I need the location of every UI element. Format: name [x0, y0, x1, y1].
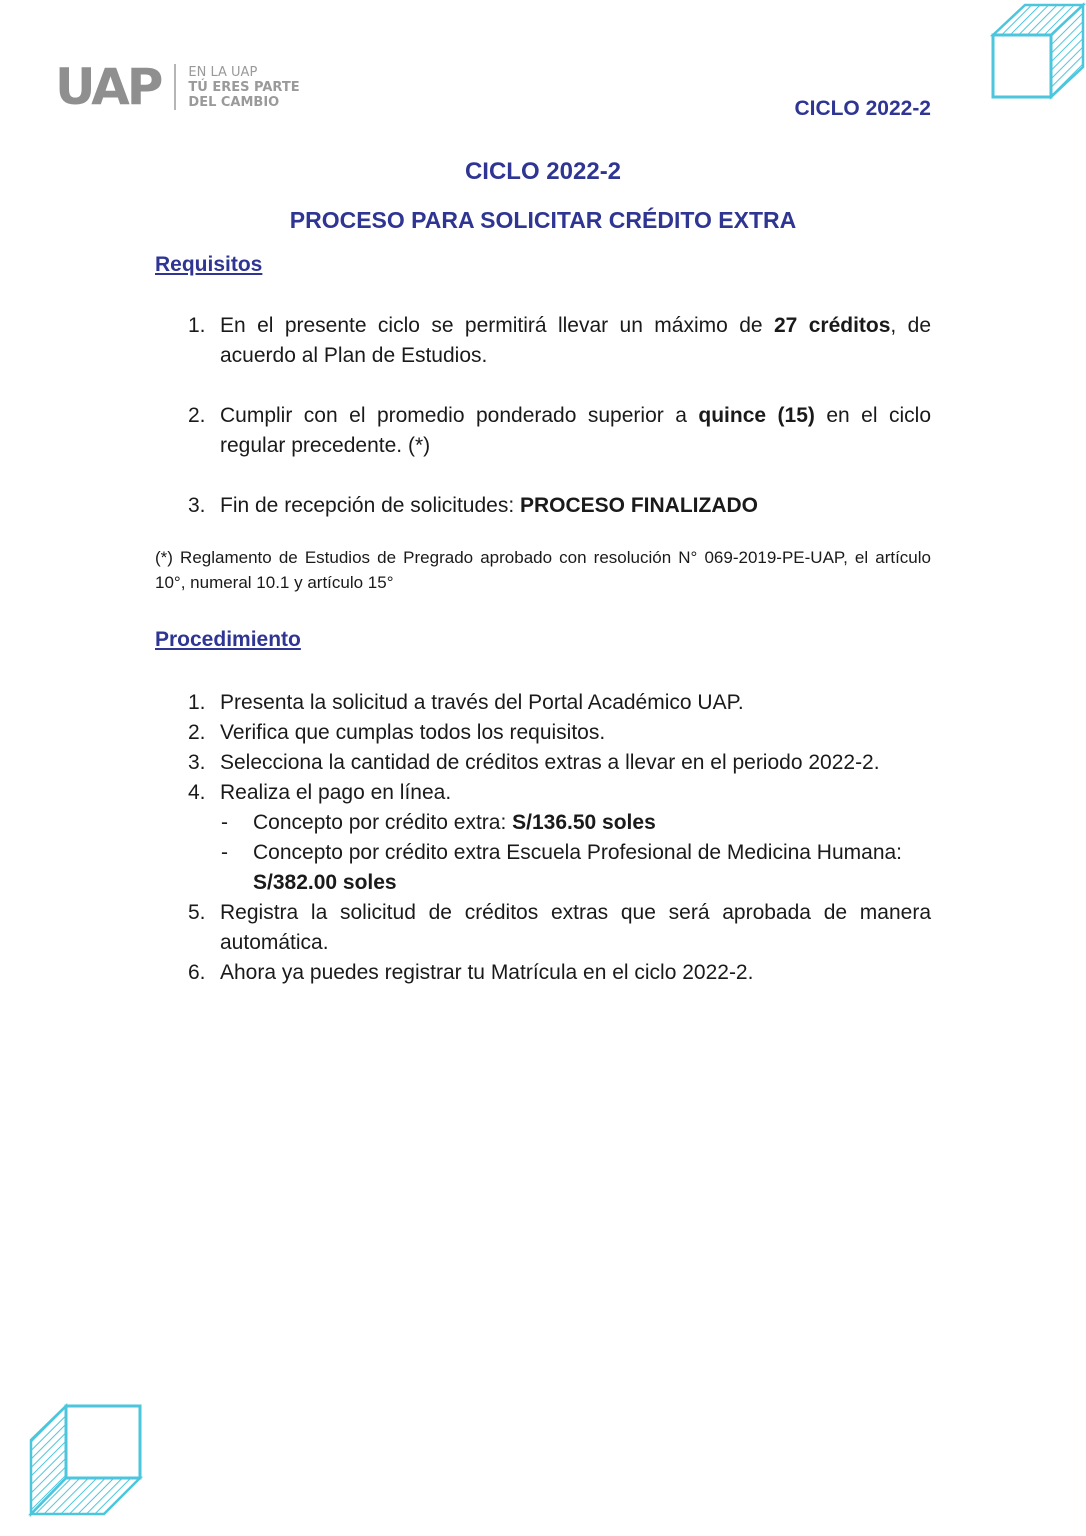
- list-number: 3.: [188, 751, 206, 774]
- item-text: , de acuerdo al Plan de Estudios.: [220, 314, 932, 367]
- page-title-cycle: CICLO 2022-2: [464, 158, 622, 185]
- item-text: Concepto por crédito extra:: [253, 811, 513, 834]
- list-item: [155, 401, 931, 461]
- uap-logo: [55, 58, 300, 116]
- item-text: Ahora ya puedes registrar tu Matrícula en el ciclo 2022-2.: [220, 961, 754, 984]
- list-number: 3.: [188, 494, 206, 517]
- item-text: Cumplir con el promedio ponderado superior a: [220, 404, 699, 427]
- dash-bullet: -: [221, 811, 228, 834]
- list-item: [155, 688, 931, 718]
- price-text: S/136.50 soles: [512, 811, 656, 834]
- list-item: [155, 778, 931, 808]
- tagline-line-2: TÚ ERES PARTE: [188, 79, 300, 95]
- list-number: 5.: [188, 901, 206, 924]
- item-text: En el presente ciclo se permitirá llevar un máximo de: [220, 314, 774, 337]
- footnote: (*) Reglamento de Estudios de Pregrado aprobado con resolución N° 069-2019-PE-UAP, el artículo 10°, numeral 10.1 y artículo 15°: [155, 548, 931, 592]
- item-text: Realiza el pago en línea.: [220, 781, 452, 804]
- list-number: 2.: [188, 404, 206, 427]
- payment-item: [155, 808, 931, 838]
- list-item: [155, 491, 931, 521]
- item-text: Selecciona la cantidad de créditos extras a llevar en el periodo 2022-2.: [220, 751, 880, 774]
- item-bold-text: 27 créditos: [773, 314, 891, 337]
- list-number: 4.: [188, 781, 206, 804]
- list-number: 1.: [188, 691, 206, 714]
- list-number: 2.: [188, 721, 206, 744]
- logo-mark: UAP: [55, 58, 161, 116]
- list-item: [155, 898, 931, 958]
- list-item: [155, 311, 931, 371]
- item-text: Concepto por crédito extra Escuela Profesional de Medicina Humana:: [253, 841, 903, 864]
- item-text: Fin de recepción de solicitudes:: [220, 494, 520, 517]
- tagline-line-3: DEL CAMBIO: [188, 94, 280, 110]
- cube-top-right-icon: [985, 0, 1086, 102]
- logo-tagline: [188, 65, 299, 110]
- price-text: S/382.00 soles: [253, 871, 397, 894]
- list-item: [155, 958, 931, 988]
- item-bold-text: PROCESO FINALIZADO: [520, 494, 759, 517]
- list-item: [155, 718, 931, 748]
- list-number: 1.: [188, 314, 206, 337]
- requisitos-list: [155, 311, 931, 551]
- requisitos-heading: Requisitos: [155, 253, 263, 276]
- list-number: 6.: [188, 961, 206, 984]
- item-text: Registra la solicitud de créditos extras que será aprobada de manera automática.: [220, 901, 931, 954]
- item-text: Verifica que cumplas todos los requisitos.: [220, 721, 606, 744]
- item-bold-text: quince (15): [698, 404, 815, 427]
- page-title-process: PROCESO PARA SOLICITAR CRÉDITO EXTRA: [289, 207, 797, 233]
- logo-divider: [174, 64, 176, 110]
- item-text: en el ciclo regular precedente. (*): [220, 404, 932, 457]
- list-item: [155, 748, 931, 778]
- procedimiento-heading: Procedimiento: [155, 628, 301, 651]
- header-cycle-label: CICLO 2022-2: [794, 97, 931, 120]
- cube-bottom-left-icon: [28, 1402, 144, 1522]
- dash-bullet: -: [221, 841, 228, 864]
- procedimiento-list: [155, 688, 931, 988]
- tagline-line-1: EN LA UAP: [188, 64, 258, 80]
- item-text: Presenta la solicitud a través del Portal Académico UAP.: [220, 691, 744, 714]
- payment-item: [155, 838, 931, 898]
